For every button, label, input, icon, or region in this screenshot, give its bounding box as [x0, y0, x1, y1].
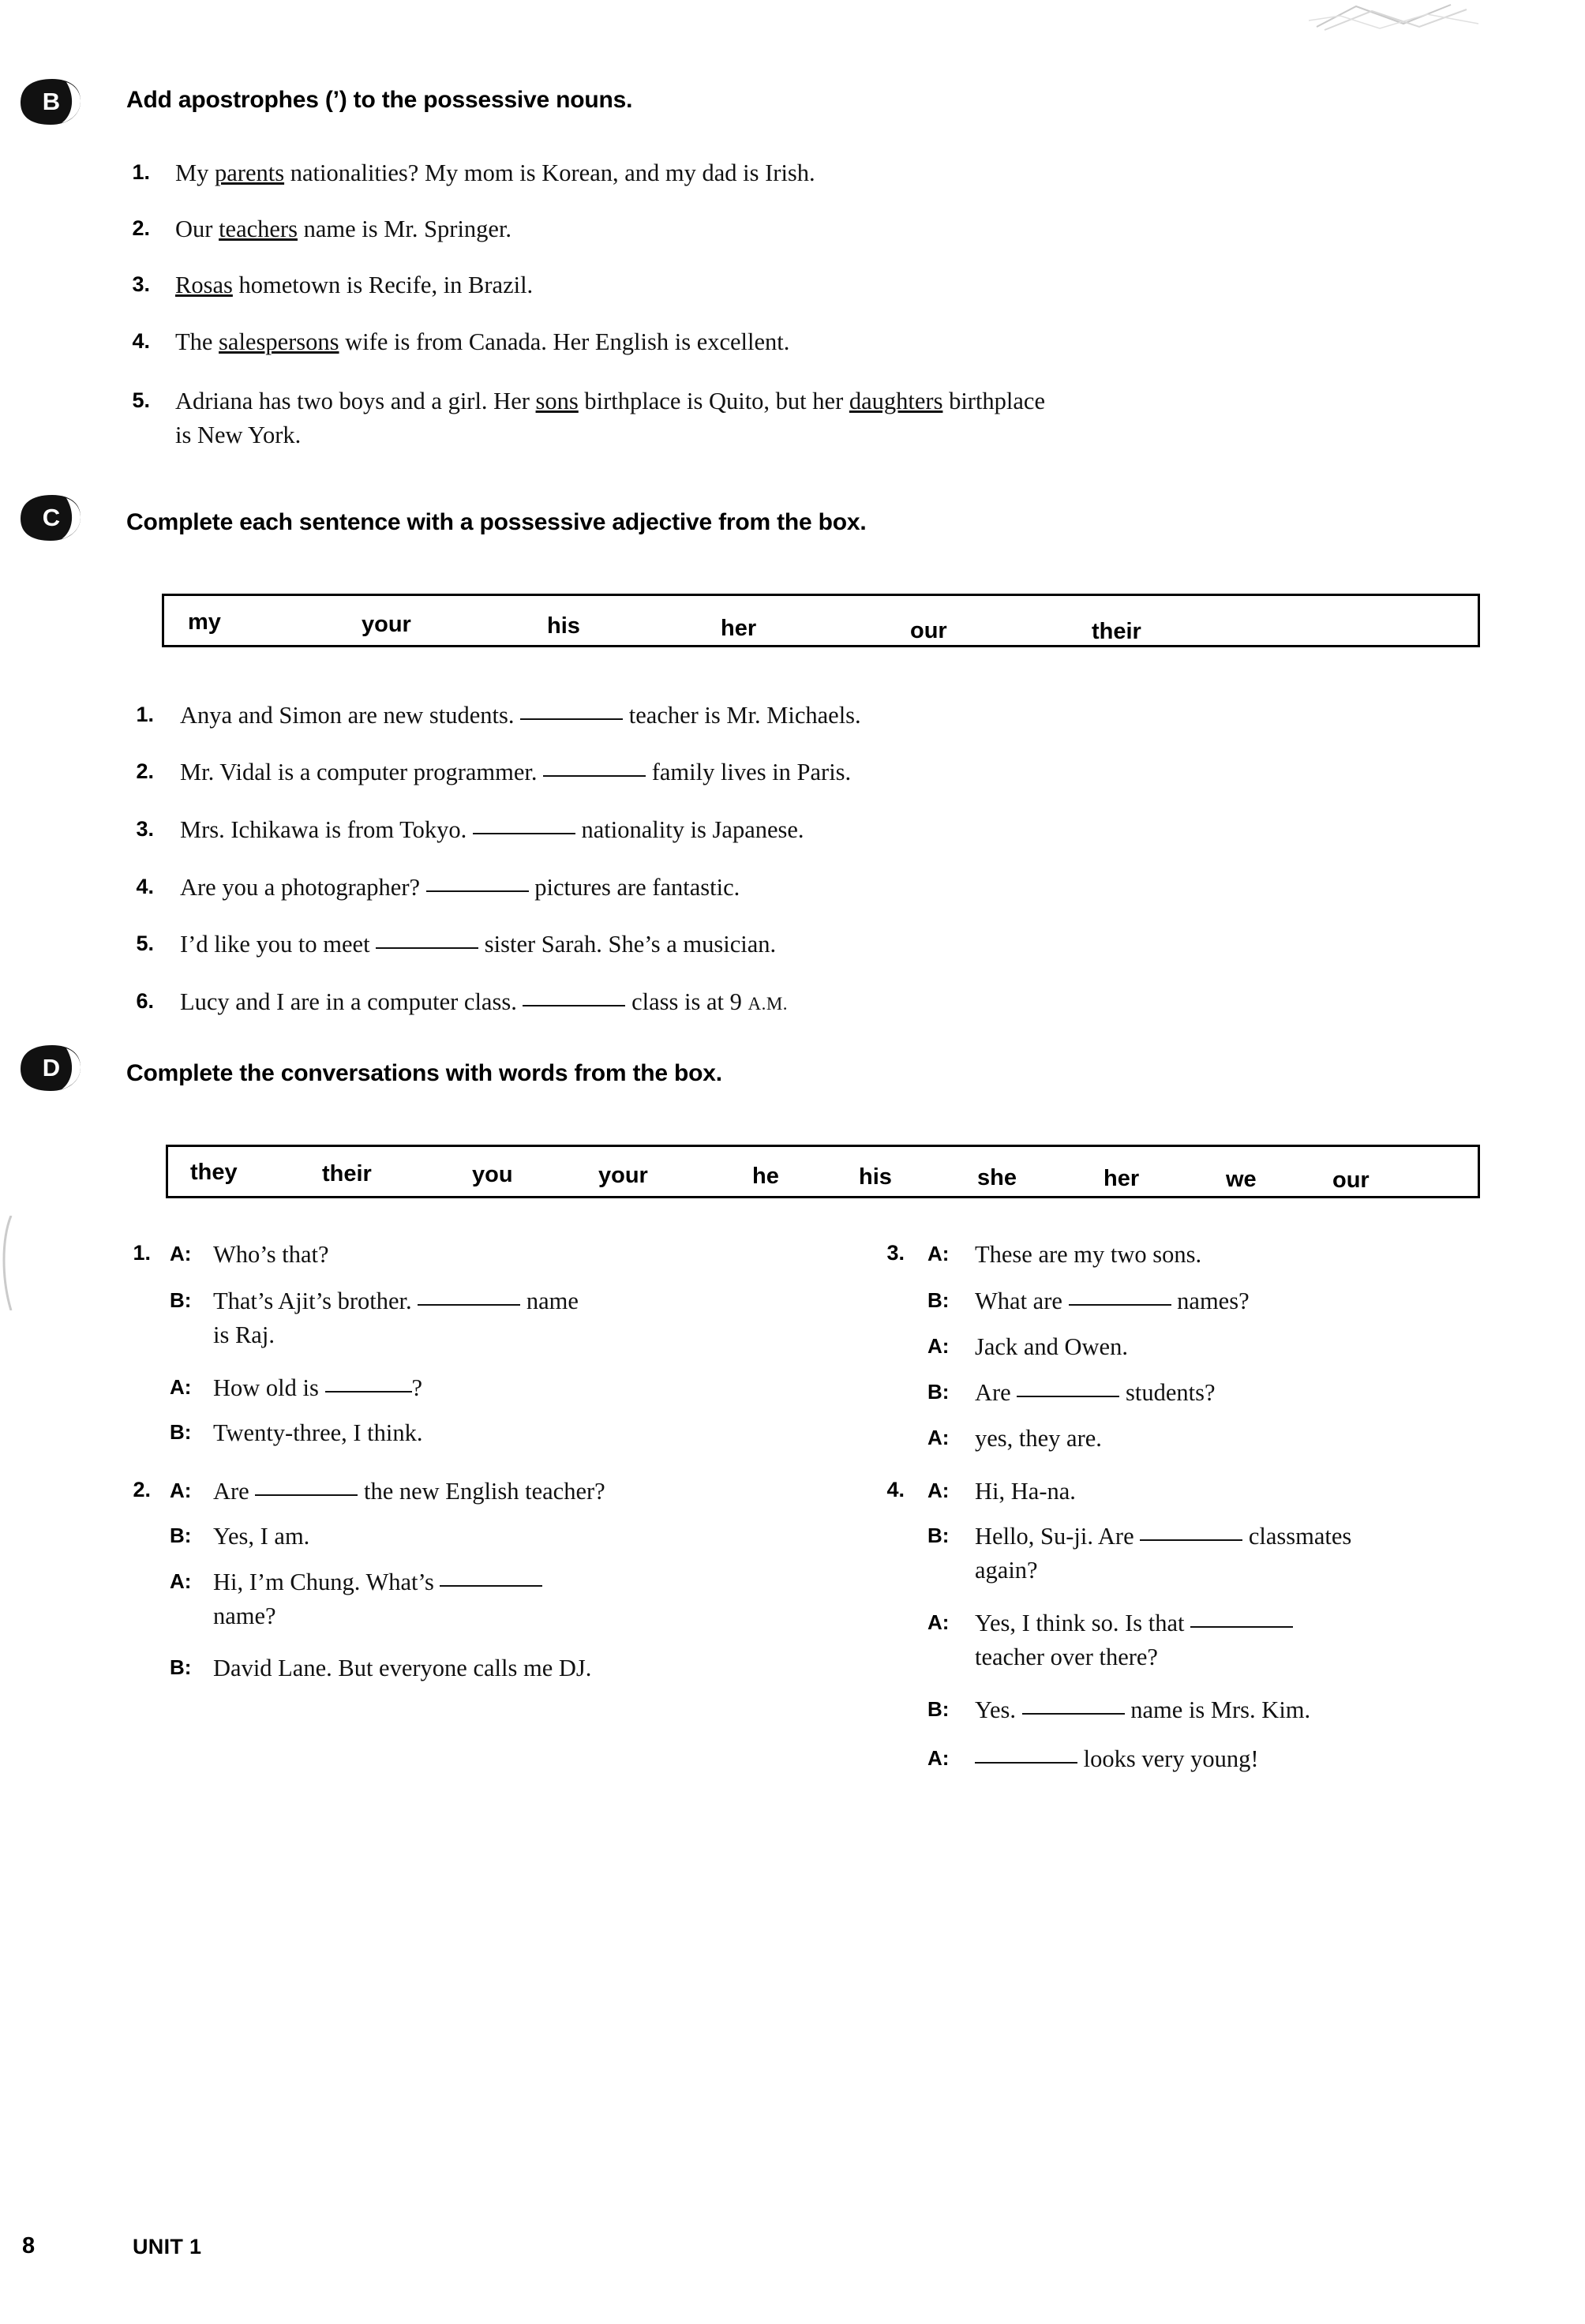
line-text-pre: Who’s that? [213, 1241, 329, 1268]
item-text-post: hometown is Recife, in Brazil. [232, 272, 534, 298]
wordbox-word: we [1226, 1167, 1257, 1192]
answer-blank[interactable] [1022, 1713, 1125, 1715]
speaker-label: A: [927, 1426, 950, 1449]
section-badge-d [17, 1044, 82, 1093]
exercise-c-item-1 [180, 699, 861, 733]
wordbox-c [162, 594, 1480, 647]
line-text-post: name [520, 1288, 579, 1314]
wordbox-word: you [472, 1162, 513, 1187]
section-badge-b-letter: B [42, 88, 61, 115]
item-text-smallcaps: A.M. [748, 994, 789, 1014]
page-number: 8 [22, 2233, 36, 2258]
answer-blank[interactable] [1140, 1539, 1242, 1541]
speaker-label: A: [927, 1746, 950, 1770]
conversation-line [975, 1284, 1250, 1318]
line-text-post: name is Mrs. Kim. [1124, 1696, 1311, 1723]
answer-blank[interactable] [975, 1762, 1077, 1764]
item-text-pre: Mrs. Ichikawa is from Tokyo. [180, 816, 473, 843]
wordbox-word: she [977, 1165, 1017, 1190]
line-text-pre: These are my two sons. [975, 1241, 1202, 1268]
item-number: 1. [132, 160, 150, 184]
conversation-line [975, 1693, 1310, 1727]
line-text-post: the new English teacher? [358, 1478, 605, 1505]
exercise-c-item-2 [180, 755, 851, 789]
conversation-number: 4. [886, 1478, 905, 1501]
line-text-pre: How old is [213, 1374, 325, 1401]
item-text-post: pictures are fantastic. [528, 874, 740, 901]
exercise-b-item-1 [175, 156, 815, 190]
speaker-label: B: [927, 1380, 950, 1404]
wordbox-word: he [752, 1164, 779, 1189]
item-text-post: name is Mr. Springer. [297, 216, 512, 242]
item-number: 6. [136, 989, 154, 1013]
conversation-line [213, 1284, 750, 1353]
item-number: 1. [136, 703, 154, 726]
item-text-pre: Lucy and I are in a computer class. [180, 988, 523, 1015]
direction-b: Add apostrophes (’) to the possessive nouns. [126, 87, 633, 113]
exercise-c-item-6 [180, 985, 788, 1019]
conversation-number: 2. [133, 1478, 151, 1501]
line-text-pre: Yes, I am. [213, 1523, 310, 1550]
exercise-b-item-5 [175, 384, 1438, 453]
wordbox-d [166, 1145, 1480, 1198]
item-text-post: wife is from Canada. Her English is excellent. [339, 328, 790, 355]
speaker-label: B: [170, 1288, 192, 1312]
line-text-pre: yes, they are. [975, 1425, 1102, 1452]
item-text-post: nationalities? My mom is Korean, and my dad is Irish. [284, 159, 815, 186]
direction-d: Complete the conversations with words from the box. [126, 1060, 722, 1086]
item-number: 4. [136, 875, 154, 898]
answer-blank[interactable] [1017, 1396, 1119, 1397]
conversation-line [975, 1475, 1076, 1509]
line-text-cont: name? [213, 1602, 276, 1630]
wordbox-word: her [721, 616, 757, 641]
answer-blank[interactable] [543, 775, 646, 777]
conversation-line [975, 1376, 1216, 1410]
item-underlined-word: salespersons [219, 328, 339, 355]
answer-blank[interactable] [325, 1391, 412, 1393]
conversation-line [975, 1422, 1102, 1456]
exercise-b-item-2 [175, 212, 511, 246]
item-number: 3. [136, 817, 154, 841]
conversation-line [975, 1606, 1543, 1675]
section-badge-c [17, 493, 82, 542]
item-text-post: sister Sarah. She’s a musician. [478, 931, 777, 958]
conversation-line [213, 1520, 309, 1554]
speaker-label: A: [170, 1569, 192, 1593]
direction-c: Complete each sentence with a possessive adjective from the box. [126, 509, 867, 535]
exercise-c-item-5 [180, 928, 776, 961]
item-text-post2: birthplace [942, 388, 1046, 414]
speaker-label: A: [927, 1610, 950, 1634]
wordbox-word: your [362, 612, 411, 637]
item-text-post: teacher is Mr. Michaels. [623, 702, 861, 729]
line-text-post: looks very young! [1077, 1745, 1259, 1772]
line-text-pre: Twenty-three, I think. [213, 1419, 423, 1446]
speaker-label: A: [927, 1334, 950, 1358]
answer-blank[interactable] [418, 1304, 520, 1306]
line-text-cont: teacher over there? [975, 1644, 1158, 1671]
line-text-post: classmates [1242, 1523, 1352, 1550]
exercise-b-item-4 [175, 325, 789, 359]
item-underlined-word: sons [535, 388, 579, 414]
answer-blank[interactable] [520, 718, 623, 720]
item-text-post: family lives in Paris. [646, 759, 852, 785]
answer-blank[interactable] [440, 1585, 542, 1587]
item-text-mid: birthplace is Quito, but her [578, 388, 849, 414]
conversation-line [213, 1475, 605, 1509]
item-text-pre: The [175, 328, 219, 355]
line-text-post: students? [1119, 1379, 1216, 1406]
line-text-pre: Are [975, 1379, 1017, 1406]
speaker-label: B: [170, 1420, 192, 1444]
speaker-label: B: [927, 1288, 950, 1312]
speaker-label: A: [927, 1479, 950, 1502]
item-number: 2. [132, 216, 150, 240]
exercise-c-item-3 [180, 813, 804, 847]
item-number: 4. [132, 329, 150, 353]
item-number: 5. [132, 388, 150, 412]
wordbox-word: they [190, 1160, 238, 1185]
wordbox-word: your [598, 1163, 648, 1188]
line-text-pre: David Lane. But everyone calls me DJ. [213, 1655, 592, 1681]
exercise-b-item-3 [175, 268, 533, 302]
answer-blank[interactable] [1190, 1626, 1293, 1628]
speaker-label: B: [170, 1655, 192, 1679]
item-underlined-word: Rosas [175, 272, 233, 298]
speaker-label: A: [927, 1242, 950, 1265]
wordbox-word: their [1092, 619, 1141, 644]
section-badge-c-letter: C [42, 504, 61, 531]
line-text-pre: Hi, Ha-na. [975, 1478, 1076, 1505]
line-text-pre: That’s Ajit’s brother. [213, 1288, 418, 1314]
answer-blank[interactable] [426, 890, 529, 892]
item-number: 3. [132, 272, 150, 296]
wordbox-word: my [188, 609, 221, 635]
line-text-pre: Hi, I’m Chung. What’s [213, 1569, 440, 1595]
line-text-cont: is Raj. [213, 1321, 275, 1349]
item-text-pre: I’d like you to meet [180, 931, 377, 958]
line-text-pre: Are [213, 1478, 256, 1505]
item-underlined-word-2: daughters [849, 388, 943, 414]
item-underlined-word: parents [215, 159, 285, 186]
conversation-line [213, 1416, 423, 1450]
wordbox-word: our [1332, 1168, 1370, 1193]
conversation-line [213, 1238, 329, 1272]
unit-label: UNIT 1 [133, 2235, 202, 2258]
scan-artifact-top-right [1309, 0, 1482, 32]
answer-blank[interactable] [255, 1494, 358, 1496]
answer-blank[interactable] [473, 833, 575, 834]
item-text-pre: Mr. Vidal is a computer programmer. [180, 759, 544, 785]
section-badge-d-letter: D [42, 1054, 61, 1081]
conversation-line [213, 1651, 591, 1685]
wordbox-word: her [1104, 1166, 1140, 1191]
item-underlined-word: teachers [219, 216, 298, 242]
wordbox-word: their [322, 1161, 372, 1186]
conversation-line [213, 1371, 422, 1405]
answer-blank[interactable] [1069, 1304, 1171, 1306]
item-number: 5. [136, 931, 154, 955]
line-text-post: names? [1171, 1288, 1250, 1314]
section-badge-b [17, 77, 82, 126]
wordbox-word: his [547, 613, 580, 639]
line-text-cont: again? [975, 1557, 1038, 1584]
conversation-line [975, 1520, 1543, 1588]
speaker-label: A: [170, 1479, 192, 1502]
wordbox-word: our [910, 618, 947, 643]
speaker-label: A: [170, 1242, 192, 1265]
conversation-line [975, 1742, 1259, 1776]
item-text-post: class is at 9 [625, 988, 748, 1015]
item-text-pre: My [175, 159, 215, 186]
line-text-pre: Yes, I think so. Is that [975, 1610, 1191, 1636]
wordbox-word: his [859, 1164, 892, 1190]
speaker-label: B: [170, 1524, 192, 1547]
item-text-pre: Are you a photographer? [180, 874, 426, 901]
line-text-pre: Hello, Su-ji. Are [975, 1523, 1141, 1550]
item-text-pre: Adriana has two boys and a girl. Her [175, 388, 536, 414]
speaker-label: A: [170, 1375, 192, 1399]
line-text-post: ? [411, 1374, 423, 1401]
conversation-number: 1. [133, 1241, 151, 1265]
conversation-number: 3. [886, 1241, 905, 1265]
line-text-pre: What are [975, 1288, 1069, 1314]
item-text-pre: Our [175, 216, 219, 242]
exercise-c-item-4 [180, 871, 740, 905]
scan-artifact-left-edge [0, 1216, 17, 1310]
item-text-pre: Anya and Simon are new students. [180, 702, 521, 729]
speaker-label: B: [927, 1524, 950, 1547]
conversation-line [975, 1238, 1201, 1272]
conversation-line [975, 1330, 1128, 1364]
item-text-line2: is New York. [175, 422, 302, 449]
item-text-post: nationality is Japanese. [575, 816, 804, 843]
line-text-pre: Jack and Owen. [975, 1333, 1128, 1360]
answer-blank[interactable] [376, 947, 478, 949]
speaker-label: B: [927, 1697, 950, 1721]
answer-blank[interactable] [523, 1005, 625, 1006]
line-text-pre: Yes. [975, 1696, 1022, 1723]
item-number: 2. [136, 759, 154, 783]
conversation-line [213, 1565, 750, 1634]
